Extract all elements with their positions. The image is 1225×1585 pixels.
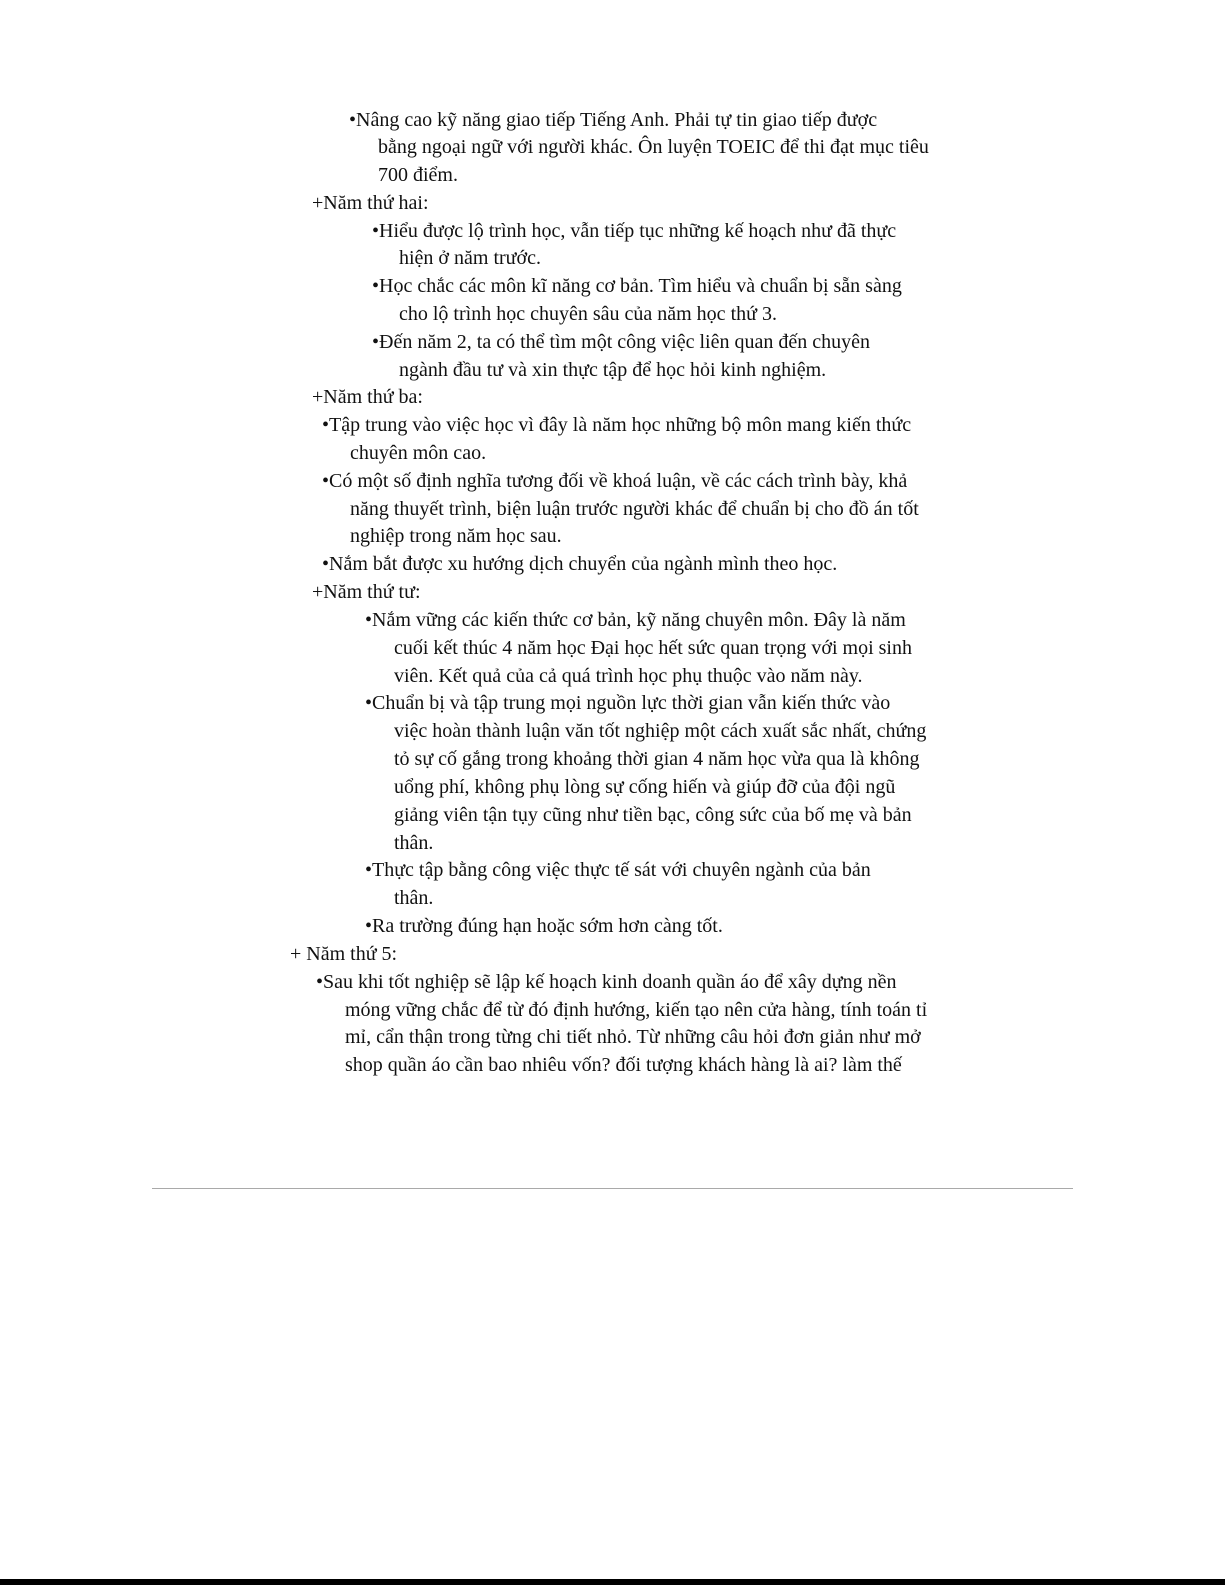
text-line: •Tập trung vào việc học vì đây là năm học những bộ môn mang kiến thức [322,414,912,436]
page-divider [152,1188,1073,1189]
text-line: thân. [394,887,434,909]
text-line: thân. [394,832,434,854]
text-line: cho lộ trình học chuyên sâu của năm học thứ 3. [399,303,777,325]
text-line: cuối kết thúc 4 năm học Đại học hết sức quan trọng với mọi sinh [394,637,912,659]
text-line: •Hiểu được lộ trình học, vẫn tiếp tục những kế hoạch như đã thực [372,220,897,242]
text-line: +Năm thứ ba: [312,386,423,408]
text-line: mỉ, cẩn thận trong từng chi tiết nhỏ. Từ những câu hỏi đơn giản như mở [345,1026,921,1048]
text-line: •Thực tập bằng công việc thực tế sát với chuyên ngành của bản [365,859,871,881]
text-line: •Ra trường đúng hạn hoặc sớm hơn càng tốt. [365,915,723,937]
text-line: +Năm thứ tư: [312,581,421,603]
text-line: •Nâng cao kỹ năng giao tiếp Tiếng Anh. Phải tự tin giao tiếp được [349,109,878,131]
text-line: •Chuẩn bị và tập trung mọi nguồn lực thời gian vẫn kiến thức vào [365,692,891,714]
text-line: năng thuyết trình, biện luận trước người khác để chuẩn bị cho đồ án tốt [350,498,919,520]
text-line: •Nắm vững các kiến thức cơ bản, kỹ năng chuyên môn. Đây là năm [365,609,906,631]
text-line: •Có một số định nghĩa tương đối về khoá luận, về các cách trình bày, khả [322,470,908,492]
text-line: viên. Kết quả của cả quá trình học phụ thuộc vào năm này. [394,665,863,687]
text-line: giảng viên tận tụy cũng như tiền bạc, công sức của bố mẹ và bản [394,804,912,826]
text-line: nghiệp trong năm học sau. [350,525,562,547]
text-line: •Đến năm 2, ta có thể tìm một công việc liên quan đến chuyên [372,331,870,353]
text-line: +Năm thứ hai: [312,192,429,214]
text-line: việc hoàn thành luận văn tốt nghiệp một cách xuất sắc nhất, chứng [394,720,927,742]
text-line: hiện ở năm trước. [399,247,541,269]
text-line: 700 điểm. [378,164,458,186]
text-line: •Học chắc các môn kĩ năng cơ bản. Tìm hiểu và chuẩn bị sẵn sàng [372,275,902,297]
text-line: •Nắm bắt được xu hướng dịch chuyển của ngành mình theo học. [322,553,838,575]
text-line: + Năm thứ 5: [290,943,398,965]
text-line: •Sau khi tốt nghiệp sẽ lập kế hoạch kinh doanh quần áo để xây dựng nền [316,971,897,993]
text-line: shop quần áo cần bao nhiêu vốn? đối tượng khách hàng là ai? làm thế [345,1054,902,1076]
text-line: móng vững chắc để từ đó định hướng, kiến tạo nên cửa hàng, tính toán tỉ [345,999,928,1021]
text-line: uổng phí, không phụ lòng sự cống hiến và giúp đỡ của đội ngũ [394,776,896,798]
text-line: tỏ sự cố gắng trong khoảng thời gian 4 năm học vừa qua là không [394,748,920,770]
text-line: bằng ngoại ngữ với người khác. Ôn luyện TOEIC để thi đạt mục tiêu [378,136,929,158]
text-line: ngành đầu tư và xin thực tập để học hỏi kinh nghiệm. [399,359,827,381]
text-line: chuyên môn cao. [350,442,487,464]
page-bottom-border [0,1579,1225,1585]
